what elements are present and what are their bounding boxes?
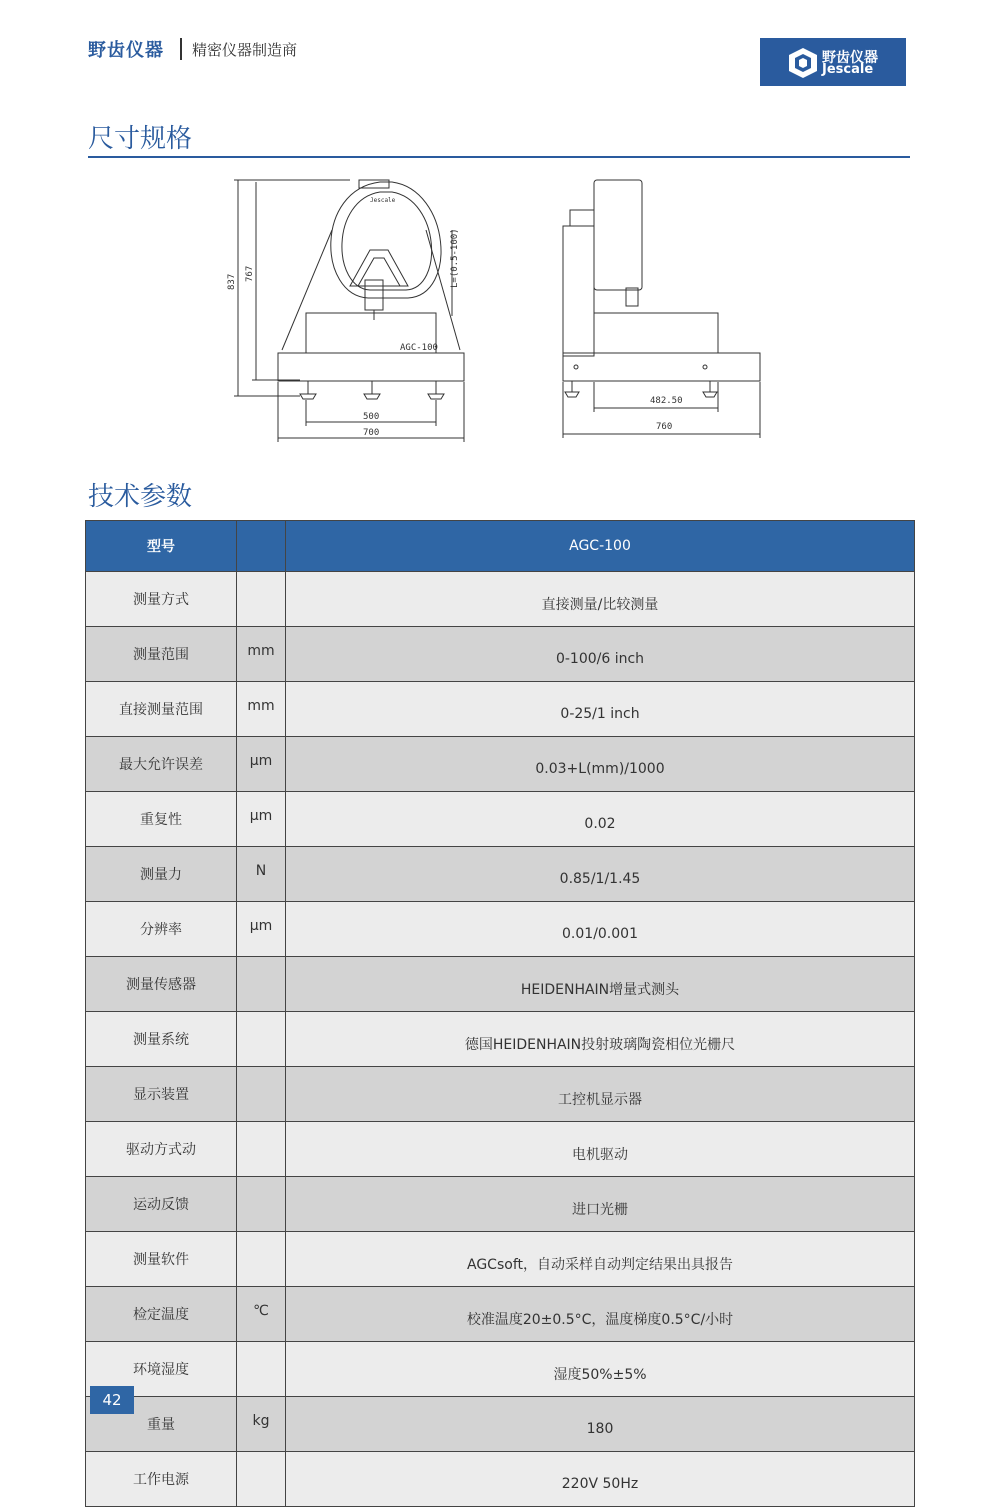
header-unit — [237, 521, 286, 572]
dimension-drawing — [220, 170, 780, 450]
row-unit — [237, 1067, 286, 1122]
brand-subtitle: 精密仪器制造商 — [192, 41, 298, 59]
row-key: 测量方式 — [86, 572, 237, 627]
dim-stroke: L=(0.5-100) — [450, 228, 460, 288]
table-row — [86, 1177, 915, 1232]
dimensions-title: 尺寸规格 — [88, 124, 193, 154]
row-key: 显示装置 — [86, 1067, 237, 1122]
row-unit — [237, 1452, 286, 1507]
table-row — [86, 957, 915, 1012]
dim-height-inner: 767 — [245, 265, 255, 282]
logo-text-en: Jescale — [822, 62, 874, 77]
table-row — [86, 682, 915, 737]
row-key: 测量范围 — [86, 627, 237, 682]
row-key: 检定温度 — [86, 1287, 237, 1342]
page-number: 42 — [90, 1386, 134, 1414]
table-row — [86, 1287, 915, 1342]
row-value: 0-100/6 inch — [286, 627, 915, 682]
table-row — [86, 902, 915, 957]
row-value: 德国HEIDENHAIN投射玻璃陶瓷相位光栅尺 — [286, 1012, 915, 1067]
row-key: 直接测量范围 — [86, 682, 237, 737]
table-row — [86, 1452, 915, 1507]
header-key: 型号 — [86, 521, 237, 572]
row-unit: mm — [237, 682, 286, 737]
row-unit — [237, 957, 286, 1012]
row-unit — [237, 1342, 286, 1397]
row-unit: μm — [237, 902, 286, 957]
row-key: 测量力 — [86, 847, 237, 902]
row-unit: μm — [237, 792, 286, 847]
row-unit: N — [237, 847, 286, 902]
row-value: 工控机显示器 — [286, 1067, 915, 1122]
row-key: 运动反馈 — [86, 1177, 237, 1232]
table-row — [86, 1232, 915, 1287]
row-value: 0-25/1 inch — [286, 682, 915, 737]
row-key: 重复性 — [86, 792, 237, 847]
table-row — [86, 1122, 915, 1177]
row-value: HEIDENHAIN增量式测头 — [286, 957, 915, 1012]
row-value: 0.85/1/1.45 — [286, 847, 915, 902]
side-dim-total: 760 — [656, 422, 673, 432]
cube-logo-icon — [786, 46, 820, 80]
logo-text-cn: 野齿仪器 — [822, 50, 878, 66]
row-key: 重量 — [86, 1397, 237, 1452]
row-value: 0.02 — [286, 792, 915, 847]
row-unit — [237, 1177, 286, 1232]
row-unit: ℃ — [237, 1287, 286, 1342]
table-row — [86, 1397, 915, 1452]
table-row — [86, 847, 915, 902]
header-divider — [180, 38, 182, 60]
row-unit — [237, 1122, 286, 1177]
table-row — [86, 1067, 915, 1122]
row-value: 180 — [286, 1397, 915, 1452]
table-row — [86, 792, 915, 847]
row-value: 进口光栅 — [286, 1177, 915, 1232]
row-value: 湿度50%±5% — [286, 1342, 915, 1397]
row-value: AGCsoft，自动采样自动判定结果出具报告 — [286, 1232, 915, 1287]
table-row — [86, 572, 915, 627]
row-value: 电机驱动 — [286, 1122, 915, 1177]
brand-name: 野齿仪器 — [88, 40, 164, 61]
table-row — [86, 627, 915, 682]
row-key: 分辨率 — [86, 902, 237, 957]
table-row — [86, 737, 915, 792]
row-value: 0.01/0.001 — [286, 902, 915, 957]
row-unit: mm — [237, 627, 286, 682]
row-unit — [237, 1232, 286, 1287]
spec-table — [85, 520, 915, 1507]
row-key: 环境湿度 — [86, 1342, 237, 1397]
row-unit: kg — [237, 1397, 286, 1452]
company-logo — [760, 38, 906, 86]
table-header-row — [86, 521, 915, 572]
dim-width-inner: 500 — [363, 412, 380, 422]
row-unit: μm — [237, 737, 286, 792]
front-model-label: AGC-100 — [400, 343, 438, 353]
row-unit — [237, 572, 286, 627]
row-value: 直接测量/比较测量 — [286, 572, 915, 627]
header-value: AGC-100 — [286, 521, 915, 572]
row-key: 测量传感器 — [86, 957, 237, 1012]
dim-height-total: 837 — [227, 273, 237, 290]
row-value: 220V 50Hz — [286, 1452, 915, 1507]
row-value: 0.03+L(mm)/1000 — [286, 737, 915, 792]
row-unit — [237, 1012, 286, 1067]
dim-width-total: 700 — [363, 428, 380, 438]
table-row — [86, 1012, 915, 1067]
row-key: 最大允许误差 — [86, 737, 237, 792]
title-divider — [88, 156, 910, 158]
row-value: 校准温度20±0.5°C，温度梯度0.5°C/小时 — [286, 1287, 915, 1342]
row-key: 工作电源 — [86, 1452, 237, 1507]
table-row — [86, 1342, 915, 1397]
row-key: 驱动方式动 — [86, 1122, 237, 1177]
front-brand-label: Jescale — [370, 197, 396, 204]
params-title: 技术参数 — [88, 482, 193, 512]
row-key: 测量系统 — [86, 1012, 237, 1067]
row-key: 测量软件 — [86, 1232, 237, 1287]
side-dim-depth: 482.50 — [650, 396, 683, 406]
